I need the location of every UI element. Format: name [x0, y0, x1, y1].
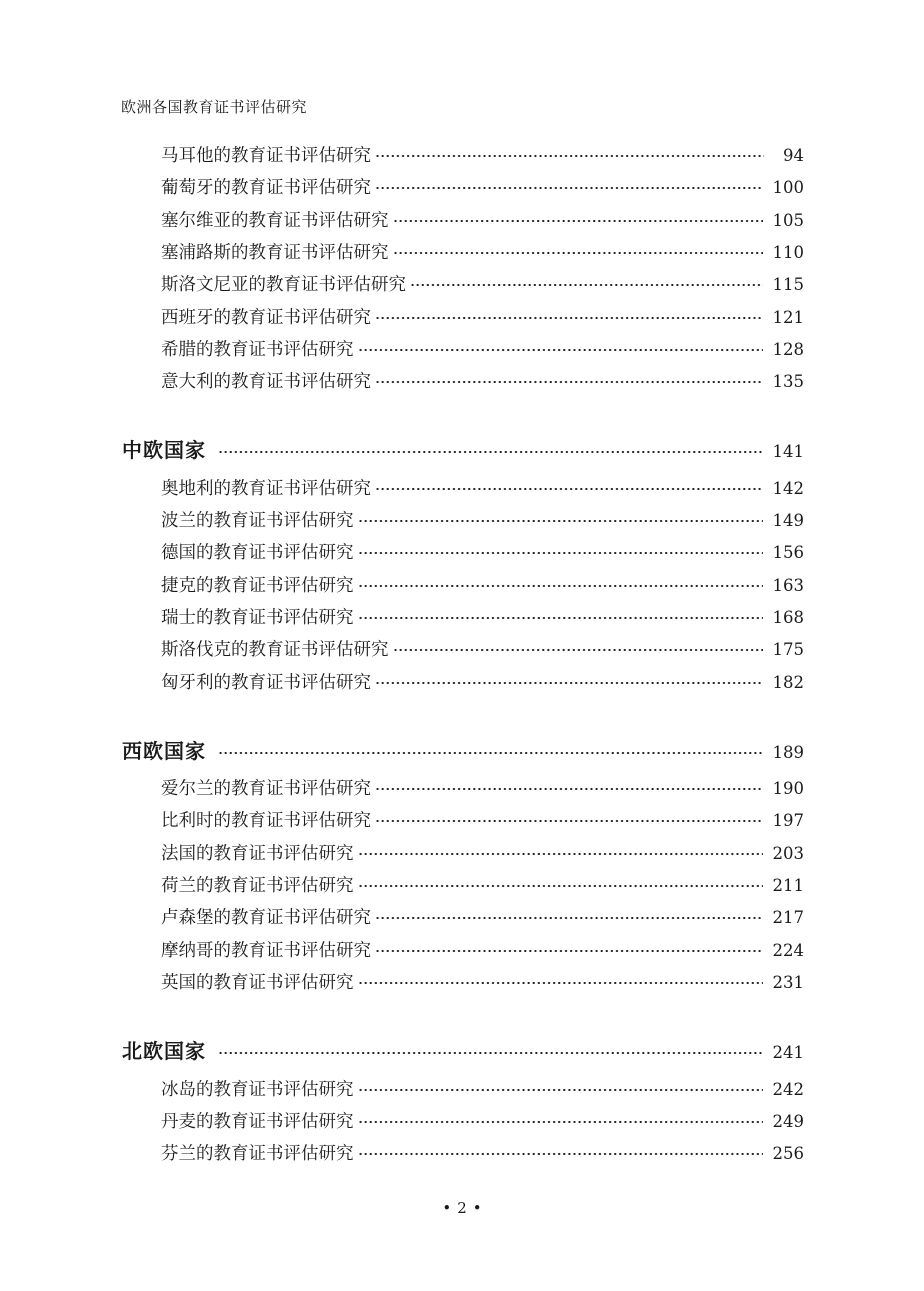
dot-leader	[393, 649, 763, 651]
dot-leader	[375, 488, 763, 490]
toc-section-heading	[122, 439, 804, 463]
toc-title: 北欧国家	[122, 1039, 206, 1064]
dot-leader	[393, 220, 763, 222]
toc-entry	[161, 177, 804, 199]
toc-section-heading	[122, 740, 804, 764]
toc-entry	[161, 1111, 804, 1133]
toc-page-number: 256	[772, 1144, 804, 1164]
toc-title: 奥地利的教育证书评估研究	[161, 478, 371, 499]
dot-leader	[358, 1153, 763, 1155]
footer-dot-icon: •	[472, 1199, 482, 1217]
toc-entry	[161, 371, 804, 393]
toc-entry	[161, 607, 804, 629]
toc-entry	[161, 307, 804, 329]
toc-title: 冰岛的教育证书评估研究	[161, 1079, 354, 1100]
toc-title: 希腊的教育证书评估研究	[161, 339, 354, 360]
toc-title: 荷兰的教育证书评估研究	[161, 876, 354, 896]
dot-leader	[375, 381, 763, 383]
toc-title: 匈牙利的教育证书评估研究	[161, 672, 371, 693]
page-number: 2	[457, 1199, 467, 1217]
dot-leader	[393, 252, 763, 254]
toc-entry	[161, 478, 804, 500]
toc-entry	[161, 672, 804, 694]
toc-entry	[161, 542, 804, 564]
dot-leader	[375, 950, 763, 952]
toc-title: 比利时的教育证书评估研究	[161, 811, 371, 832]
toc-entry	[161, 1079, 804, 1101]
toc-title: 波兰的教育证书评估研究	[161, 511, 354, 531]
toc-page-number: 128	[772, 339, 804, 359]
dot-leader	[218, 752, 763, 754]
toc-entry	[161, 274, 804, 296]
toc-page-number: 163	[772, 575, 804, 595]
toc-entry	[161, 940, 804, 962]
toc-entry	[161, 242, 804, 264]
toc-page-number: 105	[772, 210, 804, 230]
toc-title: 中欧国家	[122, 438, 206, 463]
toc-page-number: 189	[772, 742, 804, 762]
page-footer	[0, 1199, 924, 1217]
toc-title: 瑞士的教育证书评估研究	[161, 607, 354, 628]
dot-leader	[358, 585, 763, 587]
dot-leader	[218, 451, 763, 453]
toc-entry	[161, 972, 804, 994]
toc-title: 西欧国家	[122, 738, 206, 763]
dot-leader	[358, 853, 763, 855]
toc-page-number: 94	[783, 146, 804, 165]
toc-title: 马耳他的教育证书评估研究	[161, 146, 371, 166]
toc-entry	[161, 339, 804, 361]
toc-page-number: 249	[772, 1111, 804, 1131]
toc-entry	[161, 210, 804, 232]
toc-title: 斯洛文尼亚的教育证书评估研究	[161, 275, 406, 296]
running-header: 欧洲各国教育证书评估研究	[121, 98, 308, 116]
toc-page-number: 110	[772, 242, 804, 262]
toc-title: 爱尔兰的教育证书评估研究	[161, 779, 371, 800]
toc-title: 卢森堡的教育证书评估研究	[161, 908, 371, 929]
toc-title: 西班牙的教育证书评估研究	[161, 307, 371, 328]
dot-leader	[358, 1089, 763, 1091]
dot-leader	[375, 682, 763, 684]
toc-page-number: 115	[772, 275, 804, 295]
toc-page-number: 182	[772, 672, 804, 692]
toc-entry	[161, 843, 804, 865]
toc-page-number: 231	[772, 972, 804, 992]
toc-page-number: 211	[772, 876, 804, 895]
toc-page-number: 156	[772, 543, 804, 563]
toc-entry	[161, 778, 804, 800]
toc-page-number: 242	[772, 1079, 804, 1099]
toc-page-number: 142	[772, 478, 804, 498]
toc-title: 英国的教育证书评估研究	[161, 972, 354, 993]
toc-title: 法国的教育证书评估研究	[161, 843, 354, 864]
toc-title: 摩纳哥的教育证书评估研究	[161, 940, 371, 961]
toc-title: 塞尔维亚的教育证书评估研究	[161, 210, 389, 231]
toc-title: 德国的教育证书评估研究	[161, 543, 354, 564]
toc-page-number: 203	[772, 843, 804, 863]
dot-leader	[375, 155, 764, 157]
toc-page-number: 197	[772, 811, 804, 831]
toc-entry	[161, 875, 804, 897]
toc-page-number: 175	[772, 640, 804, 660]
toc-title: 塞浦路斯的教育证书评估研究	[161, 242, 389, 263]
toc-page-number: 141	[772, 442, 804, 462]
toc-page-number: 190	[772, 779, 804, 799]
dot-leader	[375, 317, 763, 319]
toc-title: 捷克的教育证书评估研究	[161, 575, 354, 596]
toc-page-number: 149	[772, 511, 804, 530]
toc-entry	[161, 575, 804, 597]
toc-page-number: 217	[772, 908, 804, 928]
dot-leader	[358, 349, 763, 351]
toc-page-number: 168	[772, 607, 804, 627]
toc-title: 斯洛伐克的教育证书评估研究	[161, 640, 389, 661]
toc-title: 丹麦的教育证书评估研究	[161, 1111, 354, 1132]
toc-entry	[161, 510, 804, 532]
toc-entry	[161, 907, 804, 929]
toc-page-number: 241	[772, 1043, 804, 1063]
footer-dot-icon: •	[442, 1199, 452, 1217]
toc-entry	[161, 639, 804, 661]
dot-leader	[218, 1052, 763, 1054]
toc-title: 芬兰的教育证书评估研究	[161, 1144, 354, 1165]
dot-leader	[375, 917, 763, 919]
dot-leader	[375, 187, 763, 189]
toc-entry	[161, 810, 804, 832]
dot-leader	[358, 885, 763, 887]
toc-section-heading	[122, 1040, 804, 1064]
toc-entry	[161, 1143, 804, 1165]
toc-page-number: 100	[772, 178, 804, 198]
dot-leader	[358, 552, 763, 554]
dot-leader	[375, 788, 763, 790]
dot-leader	[358, 982, 763, 984]
toc-page-number: 135	[772, 372, 804, 392]
dot-leader	[358, 617, 763, 619]
dot-leader	[375, 820, 763, 822]
dot-leader	[358, 1121, 763, 1123]
toc-page-number: 224	[772, 940, 804, 960]
toc-title: 葡萄牙的教育证书评估研究	[161, 178, 371, 199]
dot-leader	[358, 520, 763, 522]
toc-page-number: 121	[772, 307, 804, 327]
toc-title: 意大利的教育证书评估研究	[161, 372, 371, 393]
dot-leader	[410, 284, 763, 286]
toc-entry	[161, 145, 804, 167]
